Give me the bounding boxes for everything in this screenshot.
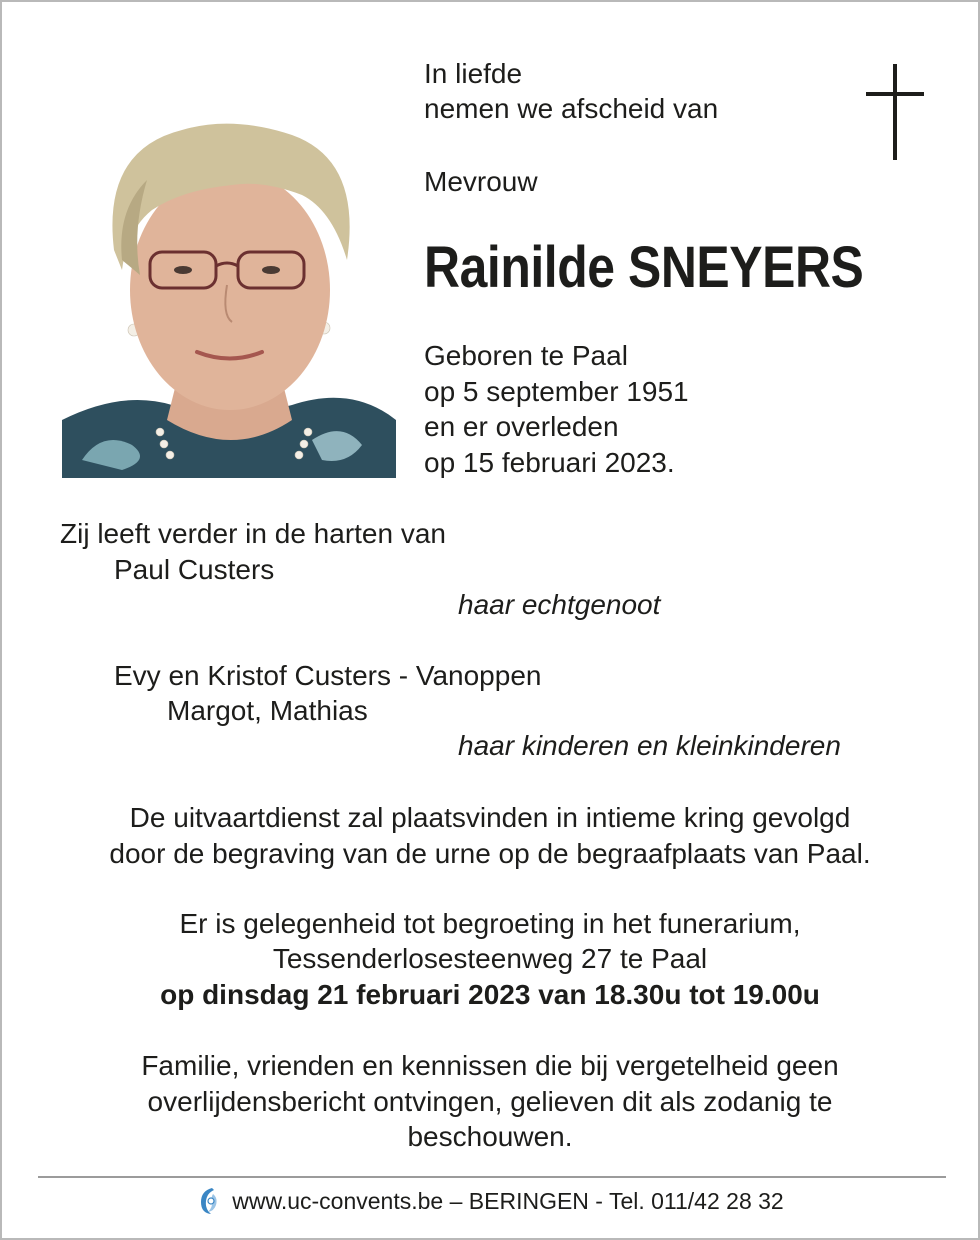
footer-contact[interactable]: www.uc-convents.be – BERINGEN - Tel. 011/42 28 32: [232, 1188, 784, 1214]
visitation-line-2: Tessenderlosesteenweg 27 te Paal: [272, 943, 708, 974]
survivors-intro: Zij leeft verder in de harten van: [60, 518, 446, 549]
deceased-name: Rainilde SNEYERS: [424, 235, 864, 300]
visitation-line-1: Er is gelegenheid tot begroeting in het funerarium,: [179, 908, 801, 939]
spouse-name: Paul Custers: [114, 554, 275, 585]
uc-logo-icon: [196, 1185, 222, 1217]
service-line-1: De uitvaartdienst zal plaatsvinden in intieme kring gevolgd: [129, 802, 851, 833]
birth-line-2: op 5 september 1951: [424, 376, 689, 407]
spouse-relation: haar echtgenoot: [458, 589, 661, 620]
notice-line-3: beschouwen.: [407, 1121, 573, 1152]
children-names: Evy en Kristof Custers - Vanoppen: [114, 660, 542, 691]
portrait-illustration: [62, 60, 396, 478]
portrait-photo: [62, 60, 396, 478]
visitation-datetime: op dinsdag 21 februari 2023 van 18.30u tot 19.00u: [160, 979, 820, 1010]
footer-divider: [38, 1176, 946, 1178]
salutation: Mevrouw: [424, 166, 538, 197]
children-relation: haar kinderen en kleinkinderen: [458, 730, 841, 761]
footer: [2, 1184, 978, 1218]
service-line-2: door de begraving van de urne op de begraafplaats van Paal.: [109, 838, 871, 869]
notice-line-1: Familie, vrienden en kennissen die bij vergetelheid geen: [141, 1050, 839, 1081]
birth-line-3: en er overleden: [424, 411, 619, 442]
intro-line-1: In liefde: [424, 58, 523, 89]
grandchildren-names: Margot, Mathias: [167, 695, 368, 726]
cross-icon: [866, 64, 926, 162]
notice-line-2: overlijdensbericht ontvingen, gelieven dit als zodanig te: [147, 1086, 833, 1117]
birth-line-4: op 15 februari 2023.: [424, 447, 675, 478]
birth-line-1: Geboren te Paal: [424, 340, 628, 371]
intro-line-2: nemen we afscheid van: [424, 93, 719, 124]
